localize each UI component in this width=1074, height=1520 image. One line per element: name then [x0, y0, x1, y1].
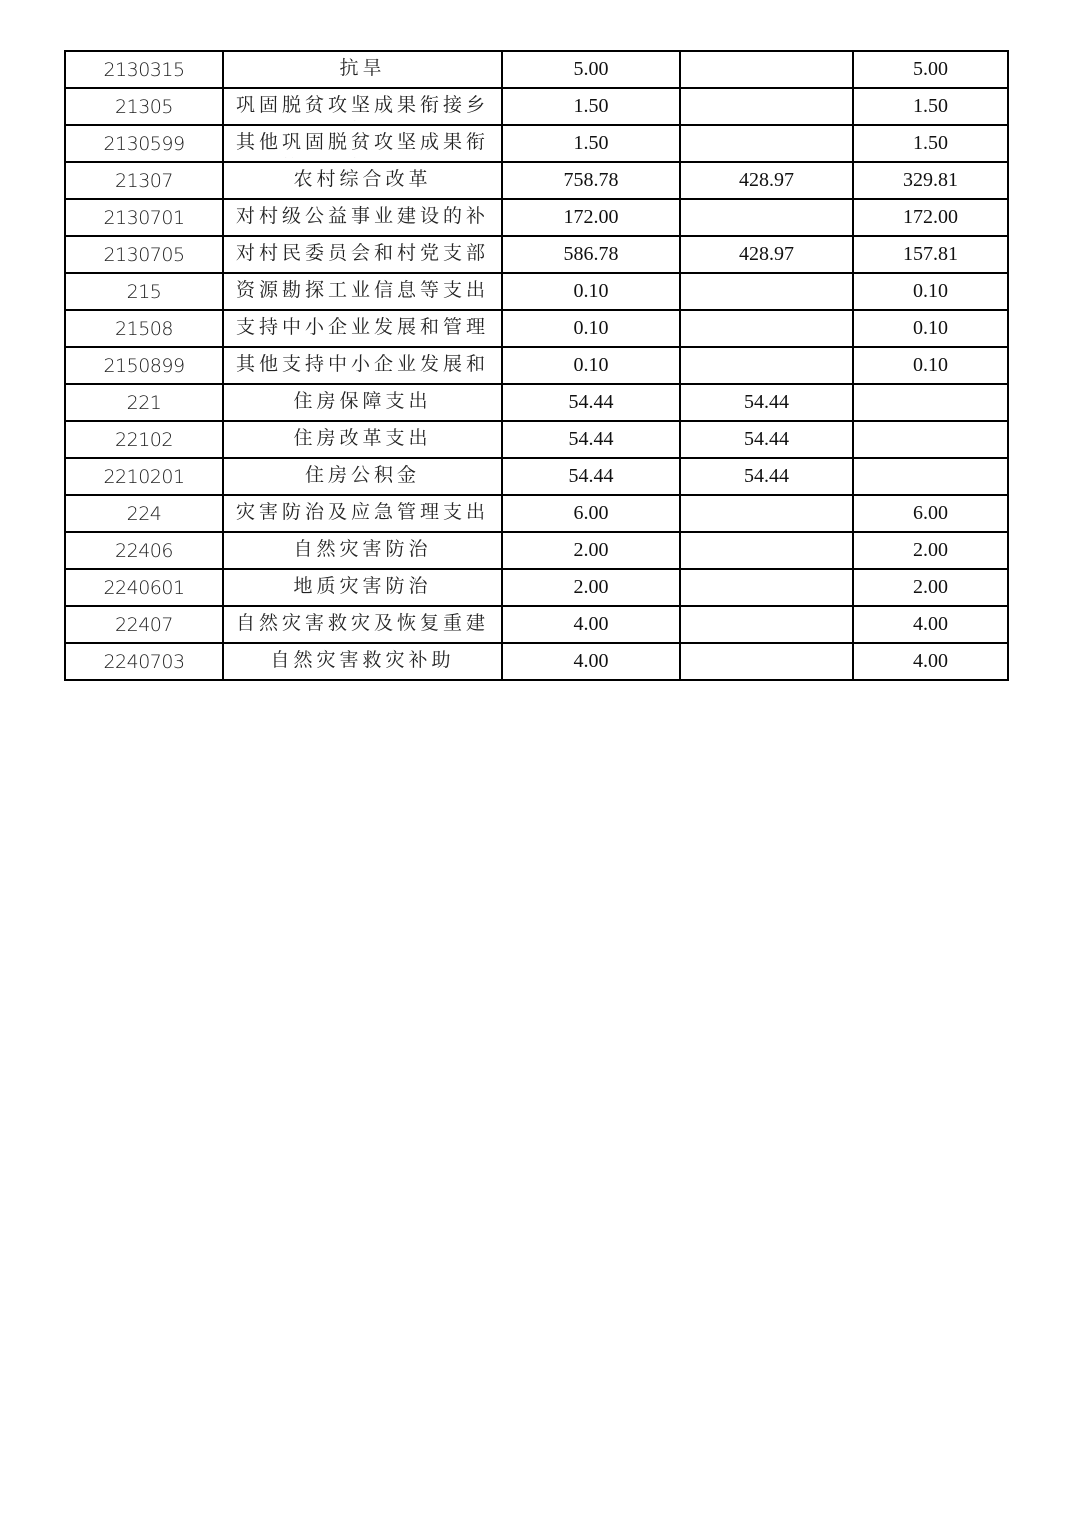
table-row: [65, 458, 1008, 495]
basic-expenditure-cell: [680, 88, 853, 125]
subject-code-cell: 215: [65, 273, 223, 310]
basic-expenditure-cell: [680, 643, 853, 680]
total-amount-cell: 4.00: [502, 606, 680, 643]
subject-name-cell-text: 住房保障支出: [293, 390, 432, 412]
subject-code-cell: 21508: [65, 310, 223, 347]
table-row: [65, 569, 1008, 606]
basic-expenditure-cell: [680, 125, 853, 162]
subject-name-cell-text: 对村级公益事业建设的补: [235, 205, 489, 227]
basic-expenditure-cell: [680, 273, 853, 310]
total-amount-cell: 586.78: [502, 236, 680, 273]
total-amount-cell: 2.00: [502, 569, 680, 606]
subject-code-cell: 22407: [65, 606, 223, 643]
table-row: [65, 347, 1008, 384]
total-amount-cell: 2.00: [502, 532, 680, 569]
total-amount-cell: 4.00: [502, 643, 680, 680]
table-row: [65, 421, 1008, 458]
subject-name-cell: [223, 310, 502, 347]
basic-expenditure-cell: 428.97: [680, 162, 853, 199]
total-amount-cell: 0.10: [502, 273, 680, 310]
subject-name-cell-text: 巩固脱贫攻坚成果衔接乡: [235, 94, 489, 116]
total-amount-cell: 758.78: [502, 162, 680, 199]
table-row: [65, 51, 1008, 88]
subject-name-cell: [223, 162, 502, 199]
total-amount-cell: 6.00: [502, 495, 680, 532]
subject-name-cell: [223, 569, 502, 606]
subject-name-cell-text: 支持中小企业发展和管理: [235, 316, 489, 338]
subject-code-cell: 22102: [65, 421, 223, 458]
table-row: [65, 643, 1008, 680]
project-expenditure-cell: 157.81: [853, 236, 1008, 273]
basic-expenditure-cell: [680, 532, 853, 569]
basic-expenditure-cell: 54.44: [680, 421, 853, 458]
subject-code-cell: 2150899: [65, 347, 223, 384]
project-expenditure-cell: 329.81: [853, 162, 1008, 199]
subject-name-cell-text: 住房公积金: [304, 464, 420, 486]
subject-code-cell: 2130701: [65, 199, 223, 236]
total-amount-cell: 1.50: [502, 125, 680, 162]
project-expenditure-cell: 1.50: [853, 125, 1008, 162]
subject-name-cell-text: 抗旱: [339, 57, 386, 79]
subject-name-cell: [223, 643, 502, 680]
subject-code-cell: 2210201: [65, 458, 223, 495]
total-amount-cell: 1.50: [502, 88, 680, 125]
subject-name-cell: [223, 88, 502, 125]
basic-expenditure-cell: [680, 51, 853, 88]
project-expenditure-cell: 2.00: [853, 569, 1008, 606]
subject-name-cell-text: 对村民委员会和村党支部: [235, 242, 489, 264]
project-expenditure-cell: [853, 384, 1008, 421]
basic-expenditure-cell: [680, 606, 853, 643]
project-expenditure-cell: 6.00: [853, 495, 1008, 532]
subject-code-cell: 2240703: [65, 643, 223, 680]
subject-name-cell-text: 其他巩固脱贫攻坚成果衔: [235, 131, 489, 153]
total-amount-cell: 0.10: [502, 347, 680, 384]
table-row: [65, 606, 1008, 643]
subject-name-cell: [223, 51, 502, 88]
subject-name-cell: [223, 125, 502, 162]
subject-code-cell: 2130315: [65, 51, 223, 88]
table-row: [65, 273, 1008, 310]
basic-expenditure-cell: 54.44: [680, 384, 853, 421]
project-expenditure-cell: 1.50: [853, 88, 1008, 125]
table-row: [65, 199, 1008, 236]
subject-name-cell: [223, 384, 502, 421]
basic-expenditure-cell: 428.97: [680, 236, 853, 273]
subject-name-cell: [223, 458, 502, 495]
subject-name-cell: [223, 273, 502, 310]
subject-code-cell: 2130705: [65, 236, 223, 273]
subject-code-cell: 21305: [65, 88, 223, 125]
project-expenditure-cell: 172.00: [853, 199, 1008, 236]
subject-name-cell-text: 灾害防治及应急管理支出: [235, 501, 489, 523]
subject-code-cell: 21307: [65, 162, 223, 199]
table-row: [65, 532, 1008, 569]
project-expenditure-cell: 0.10: [853, 273, 1008, 310]
total-amount-cell: 0.10: [502, 310, 680, 347]
basic-expenditure-cell: [680, 495, 853, 532]
table-row: [65, 236, 1008, 273]
table-row: [65, 162, 1008, 199]
table-row: [65, 125, 1008, 162]
table-row: [65, 384, 1008, 421]
total-amount-cell: 172.00: [502, 199, 680, 236]
total-amount-cell: 5.00: [502, 51, 680, 88]
project-expenditure-cell: 5.00: [853, 51, 1008, 88]
subject-name-cell-text: 其他支持中小企业发展和: [235, 353, 489, 375]
basic-expenditure-cell: 54.44: [680, 458, 853, 495]
total-amount-cell: 54.44: [502, 384, 680, 421]
table-row: [65, 88, 1008, 125]
subject-code-cell: 2240601: [65, 569, 223, 606]
basic-expenditure-cell: [680, 569, 853, 606]
subject-code-cell: 221: [65, 384, 223, 421]
project-expenditure-cell: 2.00: [853, 532, 1008, 569]
subject-name-cell-text: 自然灾害救灾补助: [270, 649, 455, 671]
subject-name-cell: [223, 421, 502, 458]
subject-name-cell-text: 自然灾害防治: [293, 538, 432, 560]
table-body: [65, 51, 1008, 680]
subject-name-cell-text: 住房改革支出: [293, 427, 432, 449]
subject-name-cell: [223, 199, 502, 236]
project-expenditure-cell: [853, 421, 1008, 458]
subject-name-cell: [223, 495, 502, 532]
subject-name-cell: [223, 347, 502, 384]
project-expenditure-cell: 4.00: [853, 606, 1008, 643]
subject-name-cell-text: 自然灾害救灾及恢复重建: [235, 612, 489, 634]
basic-expenditure-cell: [680, 347, 853, 384]
table-row: [65, 310, 1008, 347]
total-amount-cell: 54.44: [502, 421, 680, 458]
subject-name-cell: [223, 236, 502, 273]
subject-name-cell-text: 地质灾害防治: [293, 575, 432, 597]
basic-expenditure-cell: [680, 199, 853, 236]
subject-code-cell: 2130599: [65, 125, 223, 162]
project-expenditure-cell: 0.10: [853, 347, 1008, 384]
subject-name-cell-text: 农村综合改革: [293, 168, 432, 190]
table-row: [65, 495, 1008, 532]
subject-name-cell: [223, 606, 502, 643]
basic-expenditure-cell: [680, 310, 853, 347]
project-expenditure-cell: 0.10: [853, 310, 1008, 347]
subject-code-cell: 22406: [65, 532, 223, 569]
subject-code-cell: 224: [65, 495, 223, 532]
total-amount-cell: 54.44: [502, 458, 680, 495]
budget-table: [64, 50, 1009, 681]
project-expenditure-cell: 4.00: [853, 643, 1008, 680]
subject-name-cell-text: 资源勘探工业信息等支出: [235, 279, 489, 301]
subject-name-cell: [223, 532, 502, 569]
project-expenditure-cell: [853, 458, 1008, 495]
